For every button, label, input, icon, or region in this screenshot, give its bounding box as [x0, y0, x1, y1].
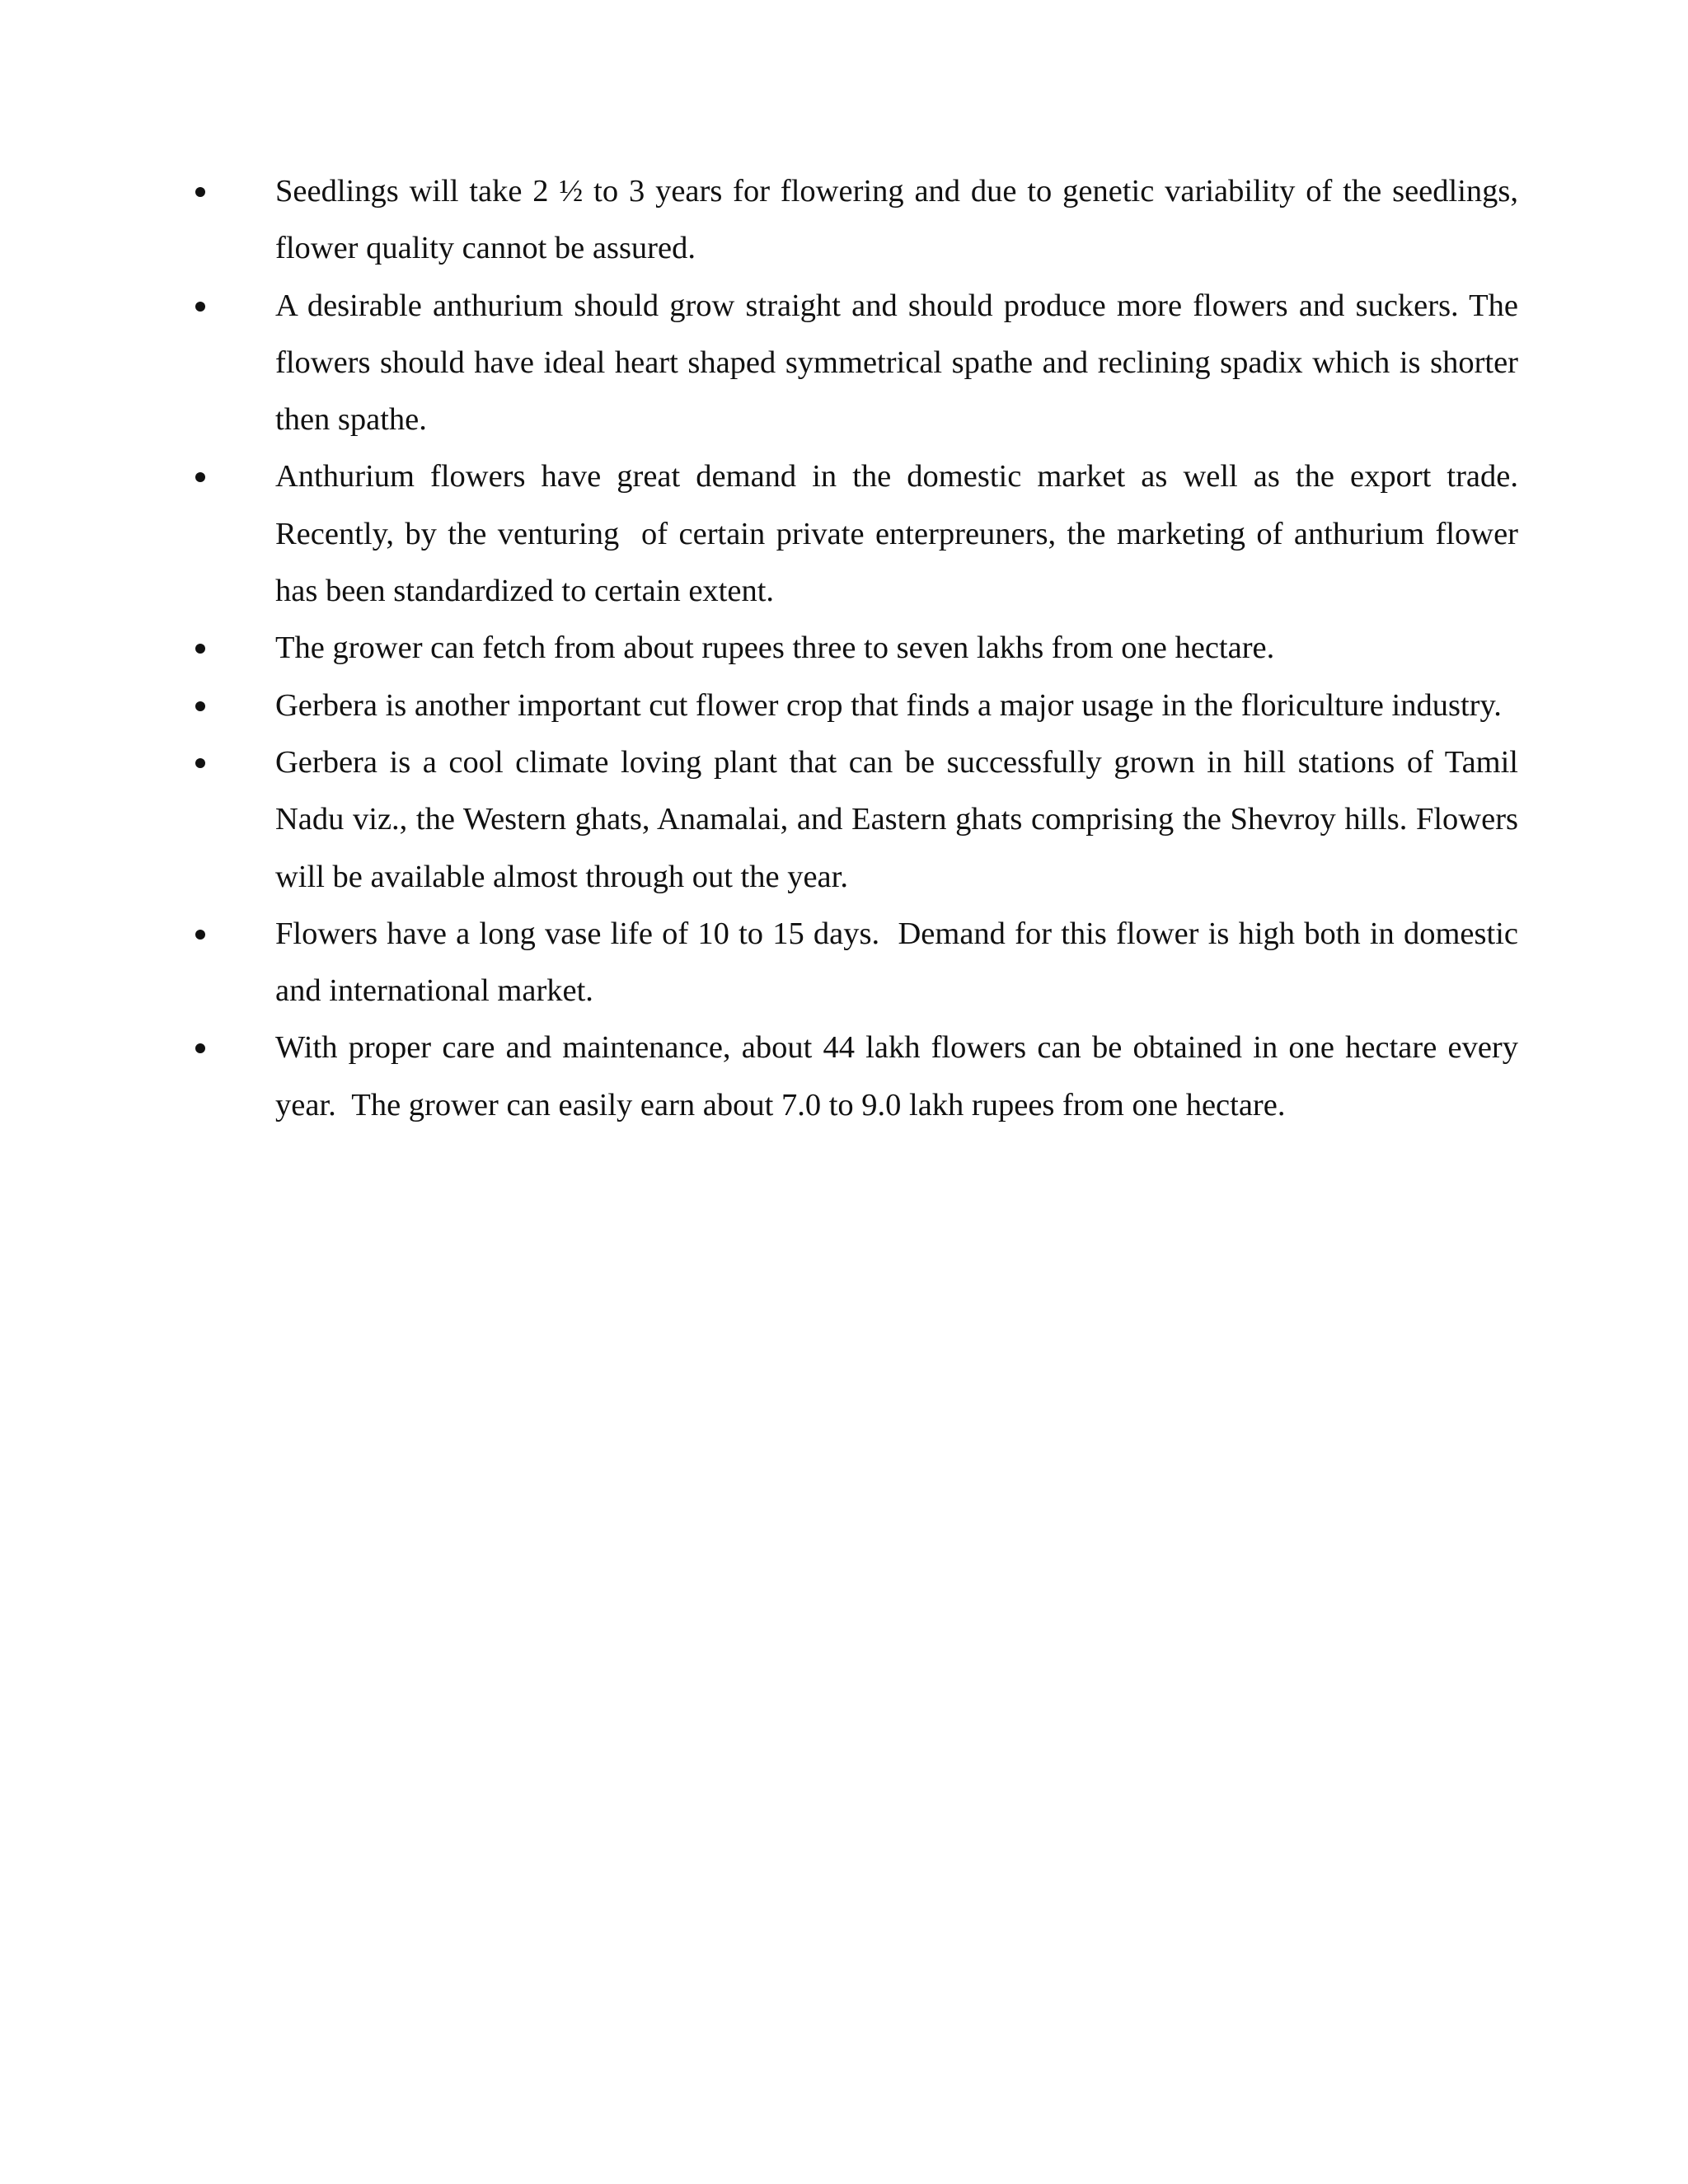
bullet-icon [195, 187, 205, 197]
list-item [191, 278, 1526, 449]
bullet-text: Gerbera is a cool climate loving plant that can be successfully grown in hill stations of Tamil Nadu viz., the Western ghats, Anamalai, and Eastern ghats comprising the Shevroy hills. Flowers will be available almost through out the year. [275, 744, 1526, 894]
list-item [191, 906, 1526, 1020]
bullet-text: Anthurium flowers have great demand in the domestic market as well as the export trade. Recently, by the venturing of certain private enterpreuners, the marketing of anthurium flower has been standardized to certain extent. [275, 459, 1526, 609]
bullet-icon [195, 701, 205, 711]
bullet-icon [195, 644, 205, 654]
bullet-text: With proper care and maintenance, about 44 lakh flowers can be obtained in one hectare every year. The grower can easily earn about 7.0 to 9.0 lakh rupees from one hectare. [275, 1030, 1526, 1122]
bullet-text: A desirable anthurium should grow straight and should produce more flowers and suckers. The flowers should have ideal heart shaped symmetrical spathe and reclining spadix which is shorter then spathe. [275, 288, 1526, 438]
bullet-icon [195, 302, 205, 312]
list-item [191, 1019, 1526, 1134]
bullet-text: Flowers have a long vase life of 10 to 15 days. Demand for this flower is high both in domestic and international market. [275, 916, 1526, 1009]
list-item [191, 620, 1518, 677]
list-item [191, 448, 1526, 620]
bullet-icon [195, 758, 205, 768]
bullet-icon [195, 1043, 205, 1053]
bullet-icon [195, 472, 205, 482]
bullet-icon [195, 930, 205, 940]
list-item [191, 677, 1518, 734]
list-item [191, 163, 1526, 278]
bullet-text: Seedlings will take 2 ½ to 3 years for flowering and due to genetic variability of the seedlings, flower quality cannot be assured. [275, 174, 1526, 266]
bullet-text: Gerbera is another important cut flower crop that finds a major usage in the floriculture industry. [275, 687, 1502, 723]
list-item [191, 734, 1526, 906]
bullet-list [191, 163, 1526, 1134]
bullet-text: The grower can fetch from about rupees three to seven lakhs from one hectare. [275, 630, 1275, 666]
